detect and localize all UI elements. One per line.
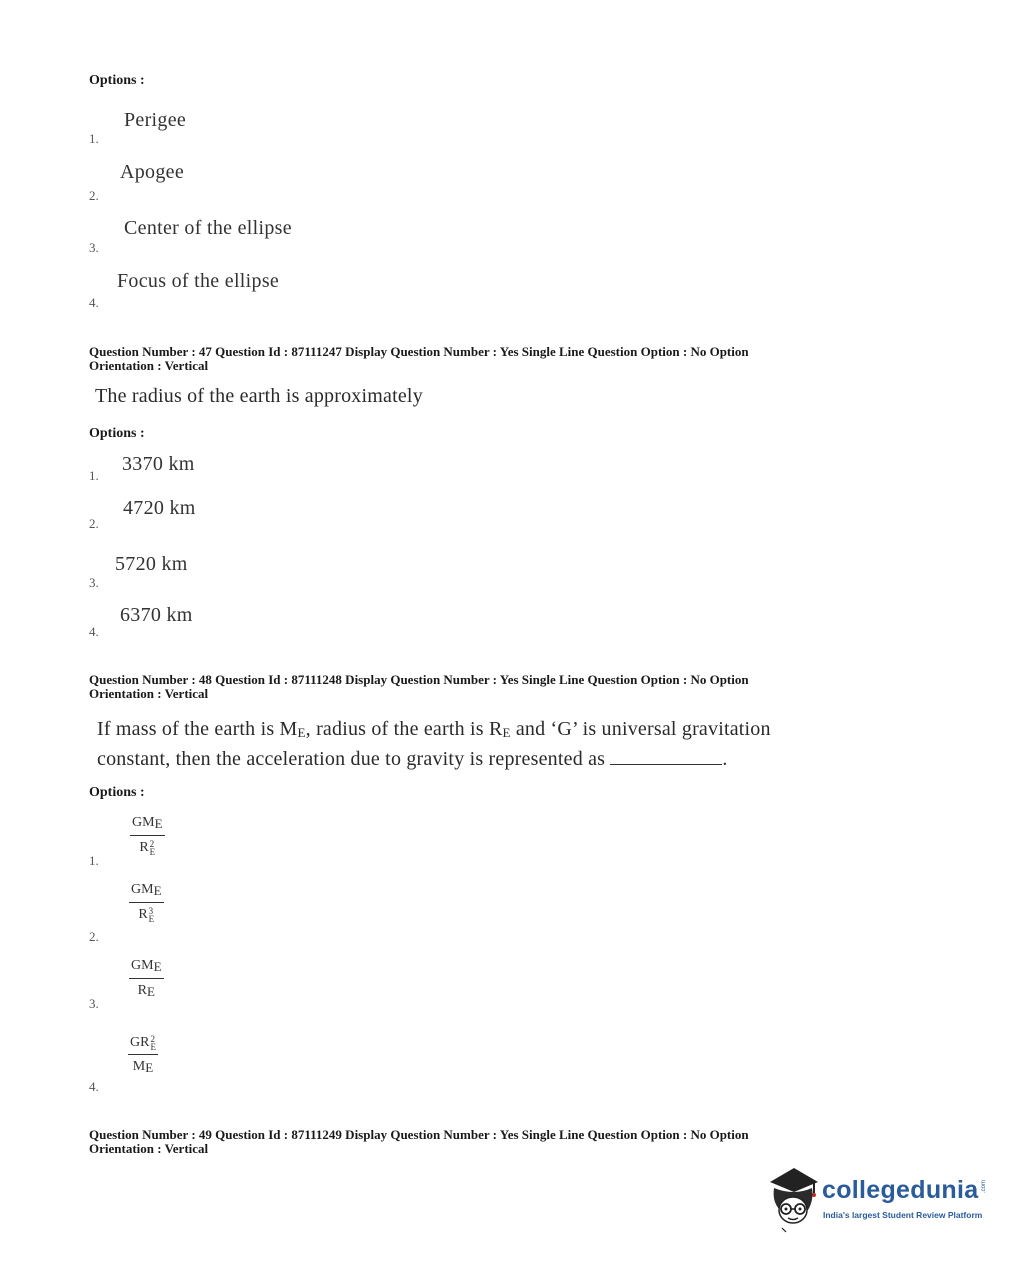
option-number: 2. [89, 929, 99, 944]
question-meta-line2: Orientation : Vertical [89, 1141, 209, 1156]
option-number: 1. [89, 468, 99, 483]
fraction-option-2: GME R 3 E [131, 882, 162, 924]
options-label: Options : [89, 426, 145, 441]
options-label: Options : [89, 785, 145, 800]
option-text: 3370 km [122, 453, 195, 475]
question-meta-line1: Question Number : 49 Question Id : 87111249 Display Question Number : Yes Single Line Question Option : No Option [89, 1127, 749, 1142]
brand-dotcom: .com [981, 1180, 987, 1194]
option-text: 5720 km [115, 553, 188, 575]
option-number: 4. [89, 1079, 99, 1094]
option-text: Center of the ellipse [124, 217, 292, 239]
fraction-option-3: GME RE [131, 958, 162, 999]
question-meta-line1: Question Number : 48 Question Id : 87111248 Display Question Number : Yes Single Line Question Option : No Option [89, 672, 749, 687]
question-meta-line2: Orientation : Vertical [89, 686, 209, 701]
option-number: 3. [89, 240, 99, 255]
option-number: 1. [89, 853, 99, 868]
option-number: 4. [89, 295, 99, 310]
option-text: Perigee [124, 109, 187, 131]
question-text [97, 716, 771, 772]
option-text: Focus of the ellipse [117, 270, 280, 292]
question-text: The radius of the earth is approximately [95, 385, 423, 407]
question-meta [89, 673, 849, 701]
fraction-option-4: GR 2 E ME [130, 1034, 156, 1076]
option-number: 4. [89, 624, 99, 639]
option-number: 2. [89, 188, 99, 203]
question-meta [89, 1128, 849, 1156]
option-text: Apogee [120, 161, 184, 183]
question-line-2: constant, then the acceleration due to gravity is represented as . [97, 748, 728, 770]
option-number: 2. [89, 516, 99, 531]
brand-name: collegedunia [822, 1176, 979, 1204]
option-number: 3. [89, 575, 99, 590]
question-line-1: If mass of the earth is ME, radius of the earth is RE and ‘G’ is universal gravitation [97, 718, 771, 740]
question-meta-line2: Orientation : Vertical [89, 358, 209, 373]
question-meta [89, 345, 849, 373]
option-text: 6370 km [120, 604, 193, 626]
question-meta-line1: Question Number : 47 Question Id : 87111247 Display Question Number : Yes Single Line Question Option : No Option [89, 344, 749, 359]
options-label: Options : [89, 73, 145, 88]
option-number: 1. [89, 131, 99, 146]
fraction-option-1: GME R 2 E [132, 815, 163, 857]
answer-blank [610, 750, 722, 765]
brand-tagline: India's largest Student Review Platform [823, 1210, 983, 1220]
option-number: 3. [89, 996, 99, 1011]
option-text: 4720 km [123, 497, 196, 519]
